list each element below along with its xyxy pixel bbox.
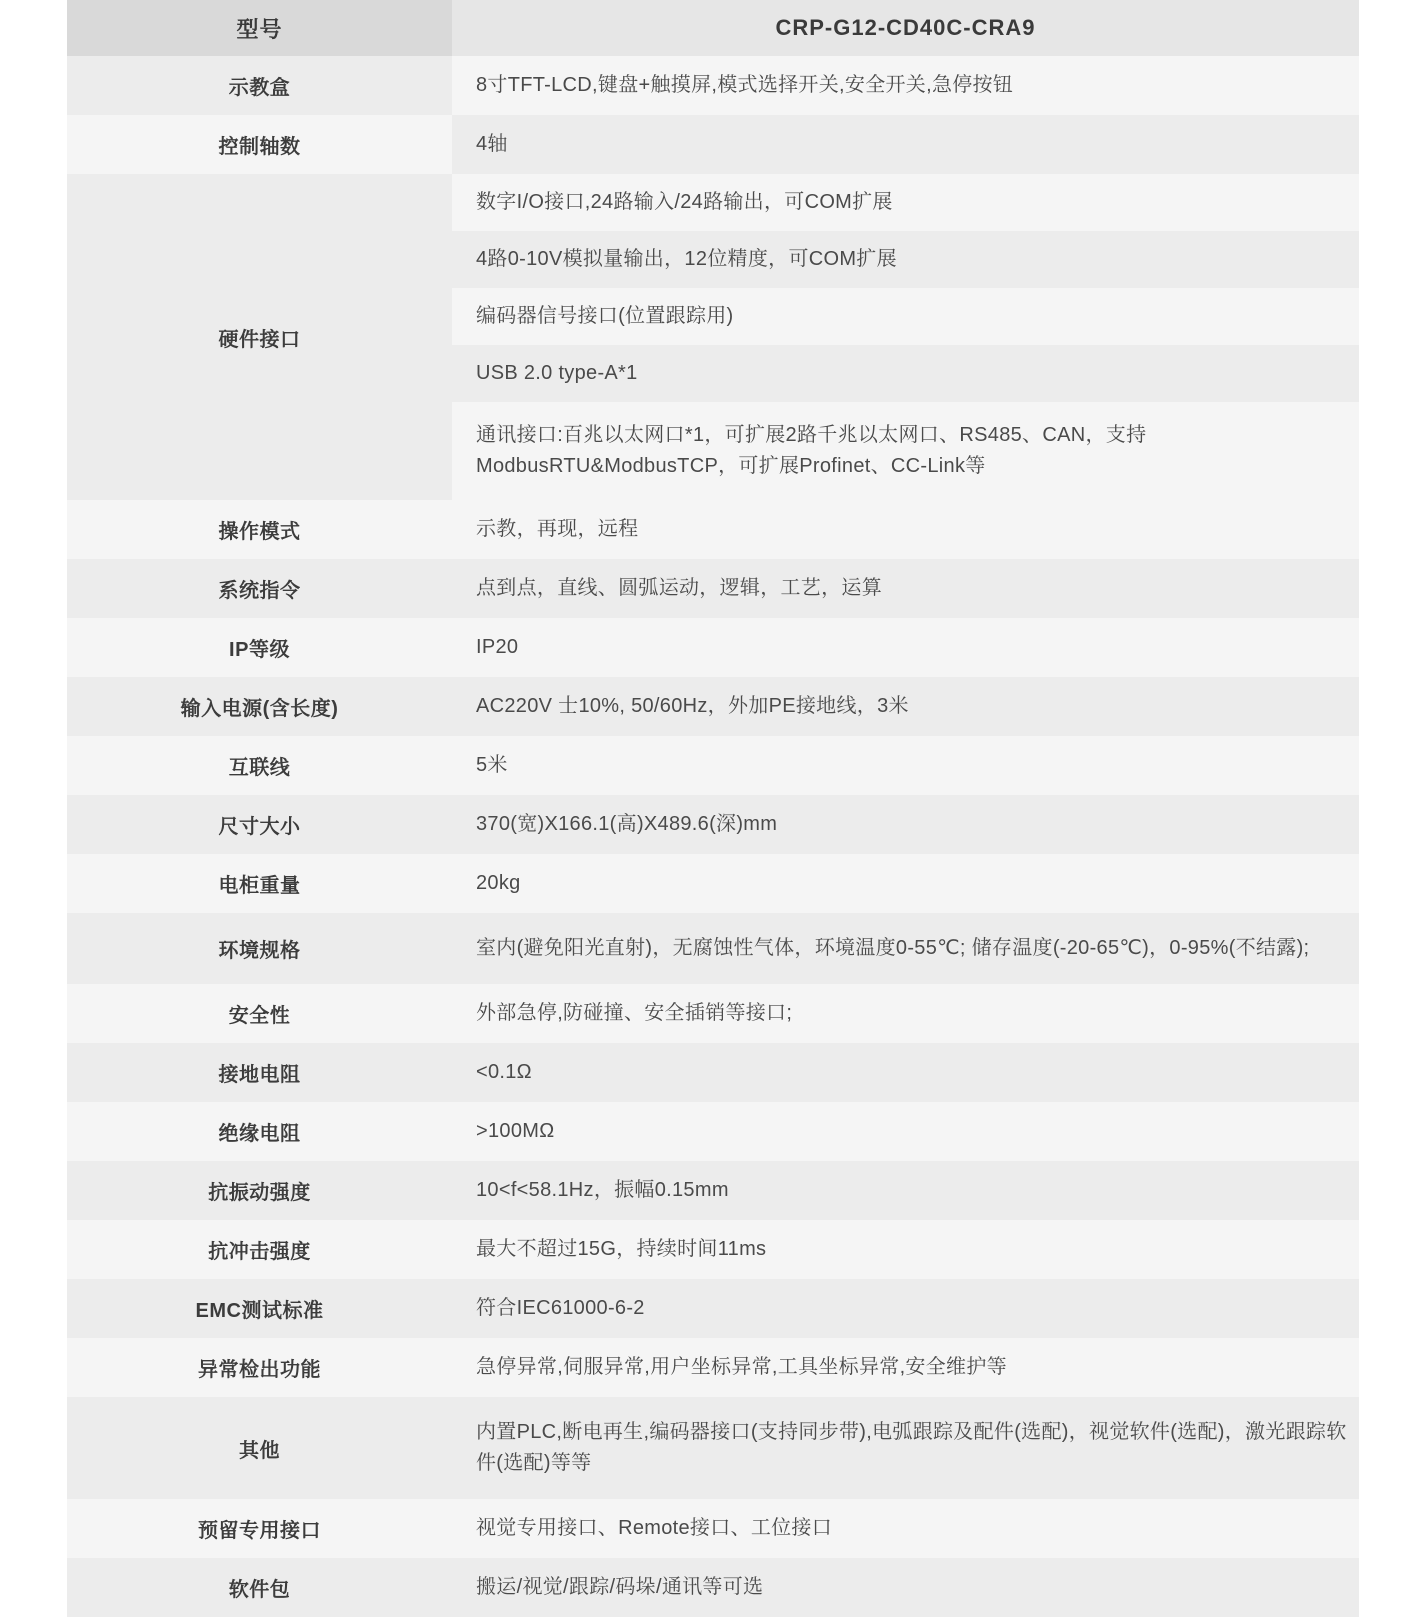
table-row [67,677,1359,736]
hardware-interface-usb: USB 2.0 type-A*1 [452,345,1359,402]
row-label-insulation-resistance: 绝缘电阻 [67,1102,452,1161]
row-value-ground-resistance: <0.1Ω [452,1043,1359,1102]
table-row [67,1338,1359,1397]
table-row [67,1558,1359,1617]
table-row [67,618,1359,677]
table-header-row [67,0,1359,56]
table-row [67,984,1359,1043]
table-row-hardware-interface [67,174,1359,500]
row-label-emc-standard: EMC测试标准 [67,1279,452,1338]
row-value-cabinet-weight: 20kg [452,854,1359,913]
list-item [452,288,1359,345]
table-row [67,1102,1359,1161]
row-label-input-power: 输入电源(含长度) [67,677,452,736]
row-label-safety: 安全性 [67,984,452,1043]
table-row [67,1161,1359,1220]
row-value-operation-mode: 示教，再现，远程 [452,500,1359,559]
row-label-operation-mode: 操作模式 [67,500,452,559]
hardware-interface-encoder: 编码器信号接口(位置跟踪用) [452,288,1359,345]
row-value-teach-pendant: 8寸TFT-LCD,键盘+触摸屏,模式选择开关,安全开关,急停按钮 [452,56,1359,115]
table-row [67,1043,1359,1102]
row-label-vibration-resistance: 抗振动强度 [67,1161,452,1220]
table-row [67,854,1359,913]
row-label-ip-rating: IP等级 [67,618,452,677]
row-label-dimensions: 尺寸大小 [67,795,452,854]
list-item [452,174,1359,231]
hardware-interface-digital-io: 数字I/O接口,24路输入/24路输出，可COM扩展 [452,174,1359,231]
row-value-fault-detection: 急停异常,伺服异常,用户坐标异常,工具坐标异常,安全维护等 [452,1338,1359,1397]
row-label-hardware-interface: 硬件接口 [67,174,452,500]
header-value-model-number: CRP-G12-CD40C-CRA9 [452,0,1359,56]
row-value-interconnect-cable: 5米 [452,736,1359,795]
row-value-environment-spec: 室内(避免阳光直射)，无腐蚀性气体，环境温度0-55℃; 储存温度(-20-65℃)，0-95%(不结露); [452,913,1359,984]
row-value-safety: 外部急停,防碰撞、安全插销等接口; [452,984,1359,1043]
table-row [67,1220,1359,1279]
hardware-interface-analog-output: 4路0-10V模拟量输出，12位精度，可COM扩展 [452,231,1359,288]
row-label-environment-spec: 环境规格 [67,913,452,984]
hardware-interface-subtable [452,174,1359,500]
row-value-ip-rating: IP20 [452,618,1359,677]
row-value-shock-resistance: 最大不超过15G，持续时间11ms [452,1220,1359,1279]
row-value-hardware-interface [452,174,1359,500]
list-item [452,231,1359,288]
header-label-model: 型号 [67,0,452,56]
table-row [67,1279,1359,1338]
row-value-control-axes: 4轴 [452,115,1359,174]
hardware-interface-communication: 通讯接口:百兆以太网口*1，可扩展2路千兆以太网口、RS485、CAN，支持ModbusRTU&ModbusTCP，可扩展Profinet、CC-Link等 [452,402,1359,500]
row-label-teach-pendant: 示教盒 [67,56,452,115]
row-value-reserved-interface: 视觉专用接口、Remote接口、工位接口 [452,1499,1359,1558]
row-label-software-package: 软件包 [67,1558,452,1617]
table-row [67,1499,1359,1558]
row-value-software-package: 搬运/视觉/跟踪/码垛/通讯等可选 [452,1558,1359,1617]
list-item [452,345,1359,402]
row-label-others: 其他 [67,1397,452,1499]
row-value-vibration-resistance: 10<f<58.1Hz，振幅0.15mm [452,1161,1359,1220]
row-value-emc-standard: 符合IEC61000-6-2 [452,1279,1359,1338]
table-row [67,736,1359,795]
table-row [67,500,1359,559]
list-item [452,402,1359,500]
row-label-fault-detection: 异常检出功能 [67,1338,452,1397]
table-row [67,559,1359,618]
row-value-insulation-resistance: >100MΩ [452,1102,1359,1161]
row-value-others: 内置PLC,断电再生,编码器接口(支持同步带),电弧跟踪及配件(选配)，视觉软件(选配)，激光跟踪软件(选配)等等 [452,1397,1359,1499]
table-row [67,1397,1359,1499]
row-value-system-instructions: 点到点，直线、圆弧运动，逻辑，工艺，运算 [452,559,1359,618]
row-label-reserved-interface: 预留专用接口 [67,1499,452,1558]
row-label-ground-resistance: 接地电阻 [67,1043,452,1102]
row-value-dimensions: 370(宽)X166.1(高)X489.6(深)mm [452,795,1359,854]
row-value-input-power: AC220V 士10%, 50/60Hz，外加PE接地线，3米 [452,677,1359,736]
table-row [67,115,1359,174]
row-label-interconnect-cable: 互联线 [67,736,452,795]
table-row [67,795,1359,854]
row-label-control-axes: 控制轴数 [67,115,452,174]
table-row [67,56,1359,115]
row-label-system-instructions: 系统指令 [67,559,452,618]
specification-table [67,0,1359,1617]
table-row [67,913,1359,984]
row-label-shock-resistance: 抗冲击强度 [67,1220,452,1279]
row-label-cabinet-weight: 电柜重量 [67,854,452,913]
